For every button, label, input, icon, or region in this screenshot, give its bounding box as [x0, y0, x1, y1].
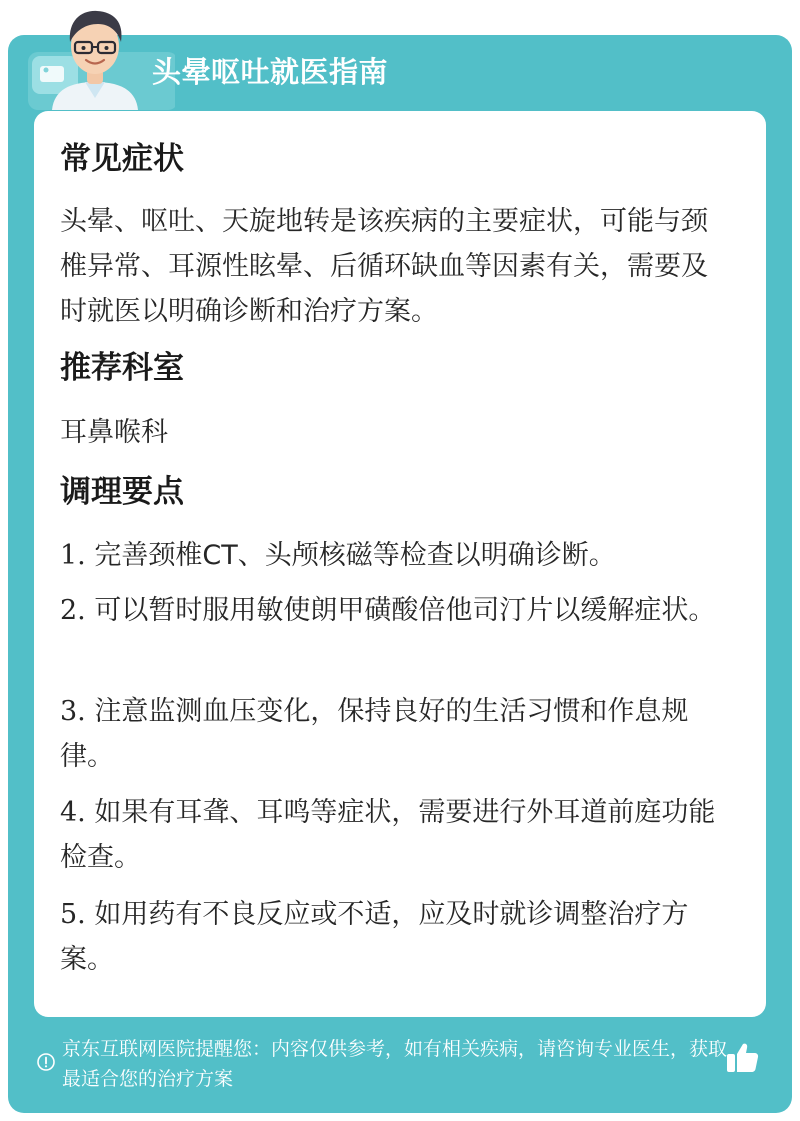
- list-item-number: 2.: [60, 595, 86, 626]
- list-item-number: 1.: [60, 540, 86, 571]
- page-title: 头晕呕吐就医指南: [152, 55, 389, 89]
- thumbs-up-icon[interactable]: [724, 1040, 760, 1076]
- list-item-text: 可以暂时服用敏使朗甲磺酸倍他司汀片以缓解症状。: [94, 595, 716, 626]
- department-text: 耳鼻喉科: [60, 417, 168, 448]
- section-title-symptoms: 常见症状: [60, 141, 184, 177]
- section-title-care: 调理要点: [60, 474, 184, 510]
- section-title-department: 推荐科室: [60, 350, 184, 386]
- list-item: [60, 689, 732, 779]
- list-item-text: 如用药有不良反应或不适，应及时就诊调整治疗方案。: [60, 899, 689, 975]
- info-icon: [36, 1052, 56, 1072]
- list-item: [60, 588, 732, 633]
- doctor-avatar: [40, 2, 150, 110]
- list-item-text: 如果有耳聋、耳鸣等症状，需要进行外耳道前庭功能检查。: [60, 797, 716, 873]
- symptoms-text: 头晕、呕吐、天旋地转是该疾病的主要症状，可能与颈椎异常、耳源性眩晕、后循环缺血等因素有关，需要及时就医以明确诊断和治疗方案。: [60, 206, 708, 327]
- list-item-number: 5.: [60, 899, 86, 930]
- list-item: [60, 533, 732, 578]
- content-card: [34, 111, 766, 1017]
- list-item: [60, 790, 732, 880]
- list-item-number: 3.: [60, 696, 86, 727]
- list-item-text: 完善颈椎CT、头颅核磁等检查以明确诊断。: [94, 540, 616, 571]
- list-item-text: 注意监测血压变化，保持良好的生活习惯和作息规律。: [60, 696, 689, 772]
- list-item: [60, 892, 732, 982]
- list-item-number: 4.: [60, 797, 86, 828]
- disclaimer-text: 京东互联网医院提醒您：内容仅供参考，如有相关疾病，请咨询专业医生，获取最适合您的治疗方案: [62, 1038, 728, 1090]
